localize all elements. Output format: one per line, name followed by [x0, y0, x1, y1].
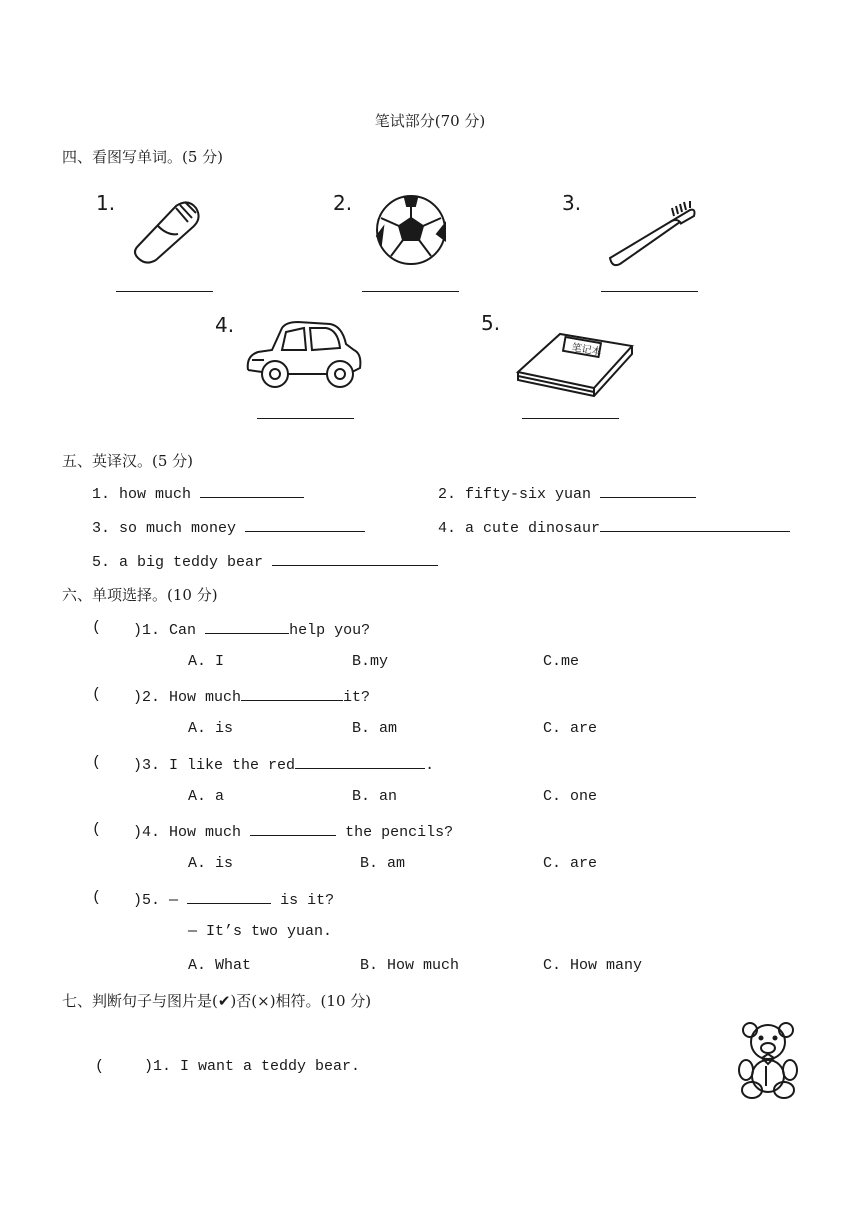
- question-5: [133, 889, 334, 909]
- item-number: 5.: [92, 554, 111, 571]
- question-number: )3.: [133, 757, 161, 774]
- option-b[interactable]: B.my: [352, 653, 389, 670]
- option-c[interactable]: C. are: [543, 855, 598, 872]
- answer-blank[interactable]: [250, 821, 336, 836]
- item-number: 3.: [562, 191, 582, 215]
- answer-blank[interactable]: [295, 754, 425, 769]
- translate-item-3: [92, 517, 365, 537]
- toothbrush-icon: [606, 200, 698, 266]
- question-text: How much: [169, 689, 242, 706]
- option-b[interactable]: B. am: [360, 855, 406, 872]
- question-text: help you?: [289, 622, 371, 639]
- answer-paren-open[interactable]: (: [92, 754, 102, 771]
- dialogue-answer: — It’s two yuan.: [188, 923, 333, 940]
- question-text: —: [169, 892, 179, 909]
- answer-paren-open[interactable]: (: [92, 619, 102, 636]
- item-number: 2.: [333, 191, 353, 215]
- car-icon: [242, 320, 364, 392]
- question-text: I want a teddy bear.: [180, 1058, 361, 1075]
- item-number: 1.: [96, 191, 116, 215]
- item-number: 4.: [215, 313, 235, 337]
- answer-paren-open[interactable]: (: [92, 821, 102, 838]
- question-number: )5.: [133, 892, 161, 909]
- answer-blank[interactable]: [522, 418, 619, 419]
- answer-blank[interactable]: [241, 686, 343, 701]
- answer-paren-open[interactable]: (: [92, 686, 102, 703]
- option-c[interactable]: C. How many: [543, 957, 643, 974]
- option-c[interactable]: C.me: [543, 653, 580, 670]
- question-text: it?: [343, 689, 371, 706]
- option-b[interactable]: B. am: [352, 720, 398, 737]
- item-text: so much money: [119, 520, 237, 537]
- answer-blank[interactable]: [600, 517, 790, 532]
- answer-blank[interactable]: [601, 291, 698, 292]
- item-number: 1.: [92, 486, 111, 503]
- question-text: How much: [169, 824, 242, 841]
- item-number: 3.: [92, 520, 111, 537]
- translate-item-1: [92, 483, 304, 503]
- question-text: I like the red: [169, 757, 296, 774]
- section-7-heading: 七、判断句子与图片是(✔)否(×)相符。(10 分): [62, 992, 372, 1010]
- answer-blank[interactable]: [362, 291, 459, 292]
- question-number: )1.: [144, 1058, 172, 1075]
- question-text: Can: [169, 622, 197, 639]
- question-2: [133, 686, 370, 706]
- question-number: )2.: [133, 689, 161, 706]
- teddy-bear-icon: [736, 1020, 800, 1100]
- translate-item-4: [438, 517, 790, 537]
- section-6-heading: 六、单项选择。(10 分): [62, 586, 218, 604]
- option-a[interactable]: A. What: [188, 957, 252, 974]
- question-number: )1.: [133, 622, 161, 639]
- item-number: 2.: [438, 486, 457, 503]
- answer-paren-open[interactable]: (: [95, 1058, 105, 1075]
- item-number: 4.: [438, 520, 457, 537]
- answer-blank[interactable]: [272, 551, 438, 566]
- option-b[interactable]: B. an: [352, 788, 398, 805]
- item-text: how much: [119, 486, 192, 503]
- section-4-heading: 四、看图写单词。(5 分): [62, 148, 224, 166]
- option-a[interactable]: A. I: [188, 653, 225, 670]
- option-c[interactable]: C. are: [543, 720, 598, 737]
- question-text: is it?: [280, 892, 335, 909]
- section-5-heading: 五、英译汉。(5 分): [62, 452, 194, 470]
- answer-blank[interactable]: [187, 889, 271, 904]
- answer-blank[interactable]: [257, 418, 354, 419]
- question-number: )4.: [133, 824, 161, 841]
- question-text: the pencils?: [345, 824, 454, 841]
- answer-blank[interactable]: [116, 291, 213, 292]
- question-1: [133, 619, 370, 639]
- item-text: a big teddy bear: [119, 554, 264, 571]
- judge-item-1: [144, 1058, 360, 1075]
- football-icon: [375, 194, 447, 266]
- translate-item-2: [438, 483, 696, 503]
- item-text: fifty-six yuan: [465, 486, 592, 503]
- notebook-icon: [514, 330, 636, 396]
- translate-item-5: [92, 551, 438, 571]
- answer-blank[interactable]: [200, 483, 304, 498]
- answer-blank[interactable]: [205, 619, 289, 634]
- page-title: 笔试部分(70 分): [374, 112, 486, 130]
- eraser-icon: [128, 196, 203, 266]
- option-a[interactable]: A. is: [188, 855, 234, 872]
- item-text: a cute dinosaur: [465, 520, 601, 537]
- option-c[interactable]: C. one: [543, 788, 598, 805]
- option-b[interactable]: B. How much: [360, 957, 460, 974]
- answer-blank[interactable]: [245, 517, 365, 532]
- question-text: .: [425, 757, 435, 774]
- option-a[interactable]: A. is: [188, 720, 234, 737]
- notebook-label: 笔记本: [570, 342, 603, 359]
- question-3: [133, 754, 434, 774]
- option-a[interactable]: A. a: [188, 788, 225, 805]
- question-4: [133, 821, 453, 841]
- answer-blank[interactable]: [600, 483, 696, 498]
- item-number: 5.: [481, 311, 501, 335]
- answer-paren-open[interactable]: (: [92, 889, 102, 906]
